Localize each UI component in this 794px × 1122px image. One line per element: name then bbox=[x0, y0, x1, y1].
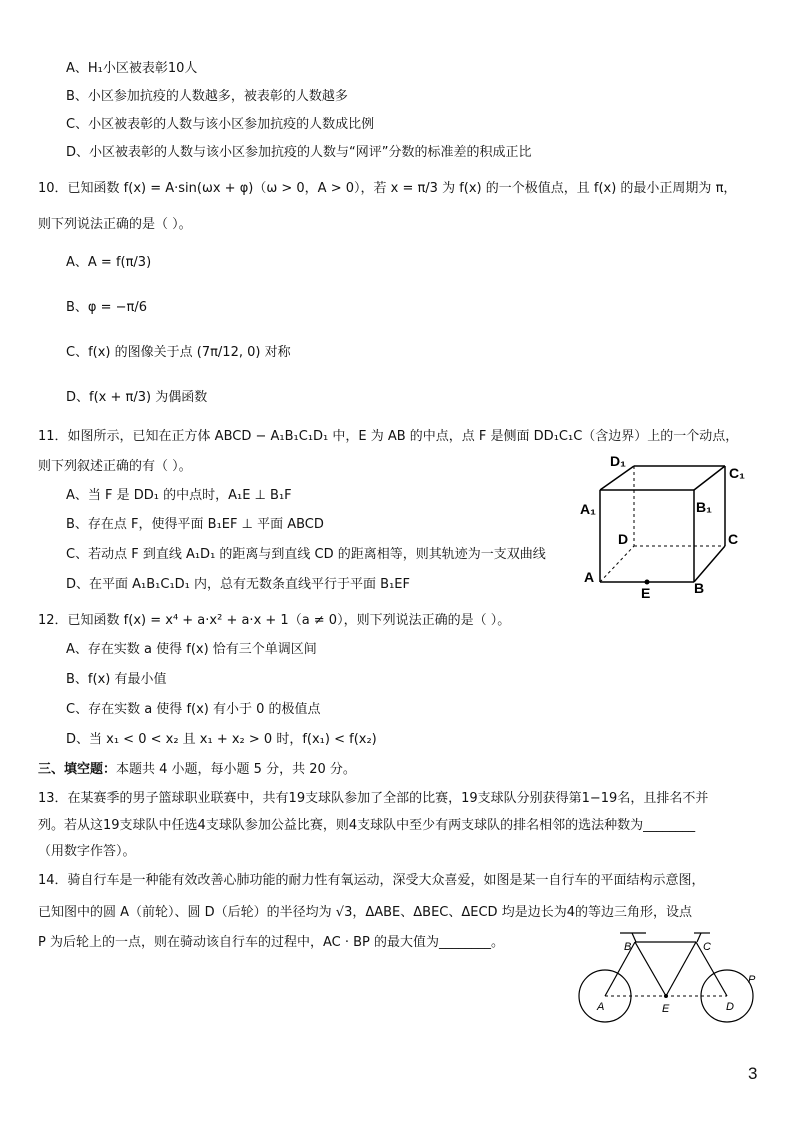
label-b: B bbox=[694, 580, 705, 596]
q9-option-c: C、小区被表彰的人数与该小区参加抗疫的人数成比例 bbox=[66, 117, 375, 132]
q10-stem-line1: 10．已知函数 f(x) = A·sin(ωx + φ)（ω > 0，A > 0），若 x = π/3 为 f(x) 的一个极值点，且 f(x) 的最小正周期为 π， bbox=[38, 181, 737, 196]
q12-option-d: D、当 x₁ < 0 < x₂ 且 x₁ + x₂ > 0 时，f(x₁) < f(x₂) bbox=[66, 732, 377, 747]
label-c: C bbox=[703, 941, 711, 953]
q13-line1: 13．在某赛季的男子篮球职业联赛中，共有19支球队参加了全部的比赛，19支球队分别获得第1−19名，且排名不并 bbox=[38, 791, 709, 806]
q11-stem-line1: 11．如图所示，已知在正方体 ABCD − A₁B₁C₁D₁ 中，E 为 AB 的中点，点 F 是侧面 DD₁C₁C（含边界）上的一个动点， bbox=[38, 429, 739, 444]
edge-ad-hidden bbox=[600, 546, 634, 582]
q14-line1: 14．骑自行车是一种能有效改善心肺功能的耐力性有氧运动，深受大众喜爱，如图是某一自行车的平面结构示意图， bbox=[38, 873, 705, 888]
cube-figure bbox=[578, 450, 758, 600]
q12-option-b: B、f(x) 有最小值 bbox=[66, 672, 167, 687]
label-b1: B₁ bbox=[696, 499, 712, 515]
label-c: C bbox=[728, 531, 739, 547]
bar-be bbox=[635, 942, 666, 996]
q13-line3: （用数字作答）。 bbox=[38, 844, 136, 859]
section-3-header bbox=[38, 761, 356, 779]
point-e bbox=[645, 580, 650, 585]
q10-option-b: B、φ = −π/6 bbox=[66, 300, 148, 315]
label-c1: C₁ bbox=[729, 465, 745, 481]
q10-option-d: D、f(x + π/3) 为偶函数 bbox=[66, 390, 208, 405]
seat-post bbox=[632, 933, 636, 942]
q11-option-d: D、在平面 A₁B₁C₁D₁ 内，总有无数条直线平行于平面 B₁EF bbox=[66, 577, 410, 592]
label-p: P bbox=[748, 974, 756, 986]
label-b: B bbox=[624, 941, 632, 953]
q10-option-a: A、A = f(π/3) bbox=[66, 255, 152, 270]
label-e: E bbox=[662, 1003, 670, 1015]
section-3-desc: 本题共 4 小题，每小题 5 分，共 20 分。 bbox=[116, 762, 356, 777]
q11-option-c: C、若动点 F 到直线 A₁D₁ 的距离与到直线 CD 的距离相等，则其轨迹为一支双曲线 bbox=[66, 547, 546, 562]
label-d: D bbox=[726, 1001, 734, 1013]
point-e bbox=[664, 994, 668, 998]
label-a1: A₁ bbox=[580, 501, 596, 517]
q14-line2: 已知图中的圆 A（前轮）、圆 D（后轮）的半径均为 √3，ΔABE、ΔBEC、ΔECD 均是边长为4的等边三角形，设点 bbox=[38, 905, 692, 920]
edge-a1d1 bbox=[600, 466, 634, 490]
label-a: A bbox=[584, 569, 595, 585]
q12-option-a: A、存在实数 a 使得 f(x) 恰有三个单调区间 bbox=[66, 642, 317, 657]
edge-b1c1 bbox=[694, 466, 725, 490]
bar-ce bbox=[666, 942, 696, 996]
label-a: A bbox=[597, 1001, 605, 1013]
q13-line2: 列。若从这19支球队中任选4支球队参加公益比赛，则4支球队中至少有两支球队的排名相邻的选法种数为________ bbox=[38, 818, 696, 833]
q14-line3: P 为后轮上的一点，则在骑动该自行车的过程中，AC · BP 的最大值为________。 bbox=[38, 935, 505, 950]
q10-option-c: C、f(x) 的图像关于点 (7π/12, 0) 对称 bbox=[66, 345, 291, 360]
q9-option-b: B、小区参加抗疫的人数越多，被表彰的人数越多 bbox=[66, 89, 348, 104]
q10-stem-line2: 则下列说法正确的是（ ）。 bbox=[38, 217, 192, 232]
section-3-title: 三、填空题： bbox=[38, 762, 117, 777]
page-number: 3 bbox=[748, 1064, 758, 1083]
q11-stem-line2: 则下列叙述正确的有（ ）。 bbox=[38, 459, 192, 474]
label-e: E bbox=[641, 585, 651, 600]
q9-option-a: A、H₁小区被表彰10人 bbox=[66, 61, 198, 76]
label-d1: D₁ bbox=[610, 453, 626, 469]
stem bbox=[697, 933, 701, 942]
q12-option-c: C、存在实数 a 使得 f(x) 有小于 0 的极值点 bbox=[66, 702, 321, 717]
q9-option-d: D、小区被表彰的人数与该小区参加抗疫的人数与“网评”分数的标准差的积成正比 bbox=[66, 145, 532, 160]
edge-bc bbox=[694, 546, 725, 582]
bicycle-figure bbox=[570, 926, 770, 1030]
q12-stem: 12．已知函数 f(x) = x⁴ + a·x² + a·x + 1（a ≠ 0），则下列说法正确的是（ ）。 bbox=[38, 613, 511, 628]
q11-option-b: B、存在点 F，使得平面 B₁EF ⊥ 平面 ABCD bbox=[66, 517, 324, 532]
q11-option-a: A、当 F 是 DD₁ 的中点时，A₁E ⊥ B₁F bbox=[66, 488, 292, 503]
bar-cd bbox=[696, 942, 727, 996]
label-d: D bbox=[618, 531, 629, 547]
